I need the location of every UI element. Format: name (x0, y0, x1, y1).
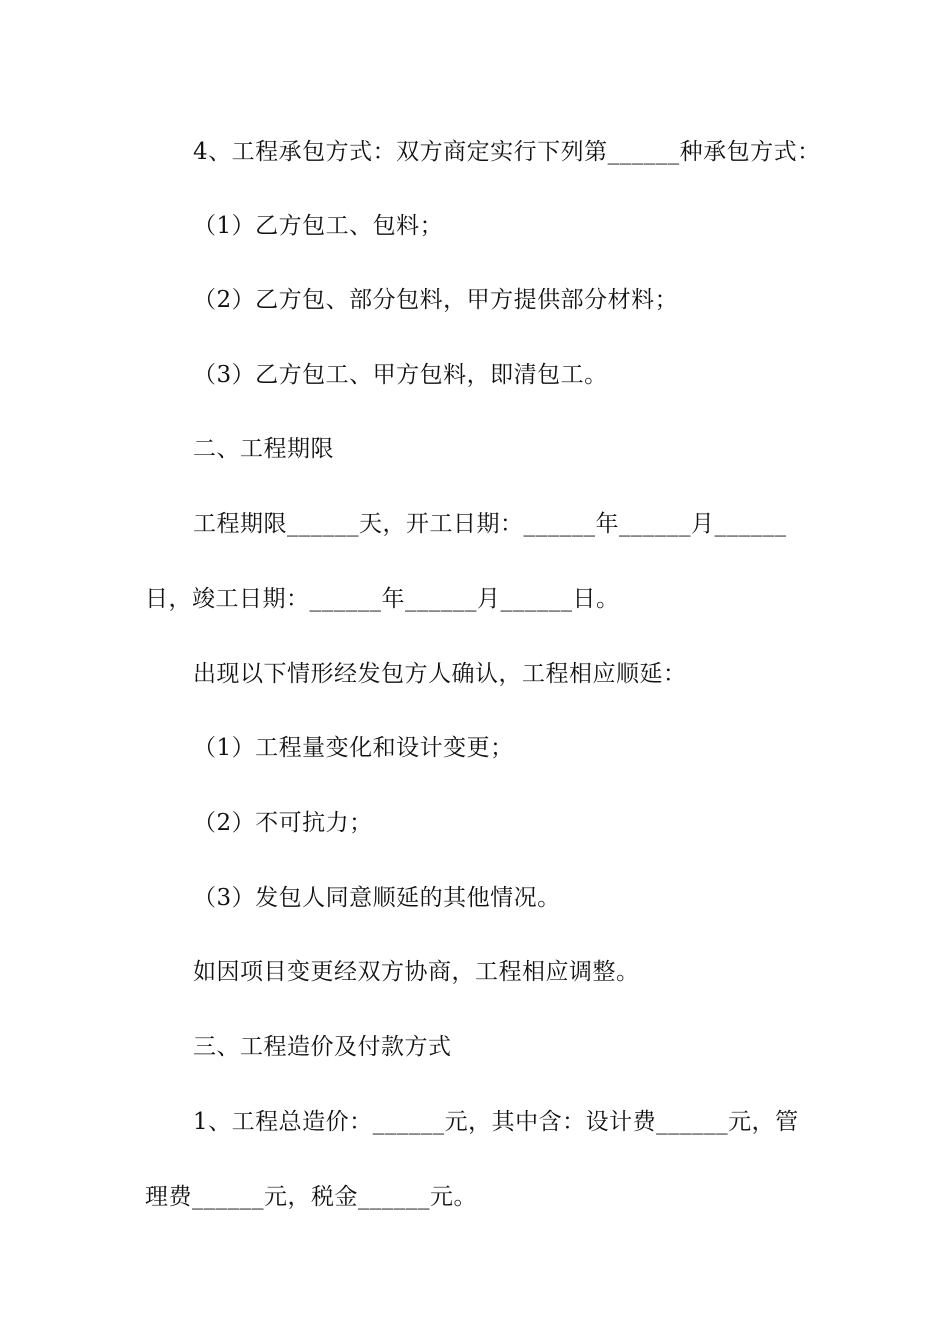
project-change-paragraph: 如因项目变更经双方协商，工程相应调整。 (193, 959, 640, 985)
total-cost-line-2: 理费______元，税金______元。 (145, 1184, 477, 1210)
option-1-labor-and-materials: （1）乙方包工、包料； (193, 213, 444, 239)
schedule-paragraph-line-2: 日，竣工日期：______年______月______日。 (145, 586, 620, 612)
section-2-heading: 二、工程期限 (193, 436, 334, 462)
extension-case-2: （2）不可抗力； (193, 810, 373, 836)
total-cost-line-1: 1、工程总造价：______元，其中含：设计费______元，管 (193, 1109, 799, 1135)
clause-4-contract-mode: 4、工程承包方式：双方商定实行下列第______种承包方式： (193, 139, 821, 165)
extension-intro: 出现以下情形经发包方人确认，工程相应顺延： (193, 661, 687, 687)
option-2-partial-materials: （2）乙方包、部分包料，甲方提供部分材料； (193, 287, 679, 313)
section-3-heading: 三、工程造价及付款方式 (193, 1034, 452, 1060)
extension-case-1: （1）工程量变化和设计变更； (193, 735, 514, 761)
schedule-paragraph-line-1: 工程期限______天，开工日期：______年______月______ (193, 511, 787, 537)
extension-case-3: （3）发包人同意顺延的其他情况。 (193, 885, 561, 911)
option-3-labor-only: （3）乙方包工、甲方包料，即清包工。 (193, 362, 608, 388)
